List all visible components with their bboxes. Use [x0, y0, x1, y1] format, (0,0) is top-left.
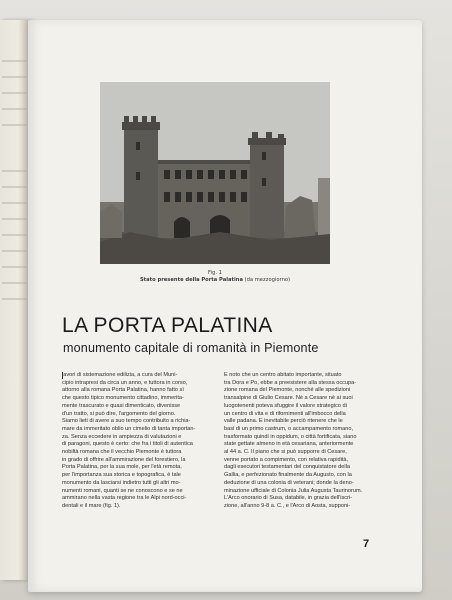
body-column-left: [62, 372, 207, 511]
article-subtitle: monumento capitale di romanità in Piemonte: [63, 341, 319, 355]
text-line: Porta Palatina, per la sua mole, per l'età remota,: [62, 464, 182, 471]
text-line: nobiltà romana che il vecchio Piemonte è tuttora: [62, 449, 182, 456]
text-line: Siamo lieti di avere a suo tempo contribuito a richia-: [62, 418, 191, 425]
porta-palatina-photo: [100, 82, 330, 264]
text-line: numenti romani, quanti se ne conoscono e se ne: [62, 487, 183, 494]
text-line: zione romana del Piemonte, nonché alle spedizioni: [224, 387, 351, 394]
text-line: ammirano nella vasta regione tra le Alpi nord-occi-: [62, 495, 187, 502]
text-line: transalpine di Giulio Cesare. Nè a Cesare nè ai suoi: [224, 395, 353, 402]
text-line: zione, all'anno 9-8 a. C., e l'Arco di Aosta, supponi-: [224, 502, 351, 509]
text-line: basi di un primo castrum, o accampamento romano,: [224, 425, 354, 432]
text-line: venne portato a compimento, con relativa rapidità,: [224, 456, 349, 463]
text-line: luogotenenti poteva sfuggire il valore strategico di: [224, 402, 347, 409]
caption-bold: Porta Palatina: [201, 277, 243, 283]
text-line: per l'importanza sua storica e topografica, è tale: [62, 472, 181, 479]
body-column-right: [224, 372, 369, 511]
text-line: attorno alla romana Porta Palatina, hanno fatto sì: [62, 387, 184, 394]
text-line: Gallia, e perfezionato finalmente da Augusto, con la: [224, 472, 352, 479]
text-line: mente trascurato e quasi dimenticato, divenisse: [62, 402, 181, 409]
figure-label: Fig. 1: [208, 270, 222, 276]
text-line: in grado di offrire all'ammirazione del forestiero, la: [62, 456, 186, 463]
text-line: d'un tratto, si può dire, l'argomento del giorno.: [62, 410, 176, 417]
caption-prefix: Stato presente della: [139, 277, 200, 283]
text-line: za. Senza eccedere in ampiezza di valutazioni e: [62, 433, 182, 440]
text-line: dagli esecutori testamentari del conquistatore della: [224, 464, 350, 471]
text-line: un centro di vita e di rifornimenti all'imbocco della: [224, 410, 346, 417]
text-line: valle padana. È inevitabile perciò ritenere che le: [224, 418, 343, 425]
text-line: mare da immeritato oblio un cimelio di tanta importan-: [62, 425, 196, 432]
text-line: trasformato quindi in oppidum, o città fortificata, siano: [224, 433, 357, 440]
figure-caption: [100, 277, 330, 284]
caption-suffix: (da mezzogiorno): [244, 277, 291, 283]
text-line: dentali e il mare (fig. 1).: [62, 502, 121, 509]
text-line: lavori di sistemazione edilizia, a cura del Muni-: [62, 372, 178, 378]
text-line: cipio intrapresi da circa un anno, e tuttora in corso,: [62, 379, 188, 386]
text-line: di paragoni, questo è certo: che fra i titoli di autentica: [62, 441, 193, 448]
page-number: 7: [363, 538, 370, 550]
text-line: L'Arco onorario di Susa, databile, in grazia dell'iscri-: [224, 495, 353, 502]
text-line: al 44 a. C. Il piano che si può supporre di Cesare,: [224, 449, 347, 456]
text-line: che questo tipico monumento cittadino, immerita-: [62, 395, 184, 402]
text-line: tra Dora e Po, ebbe a preesistere alla stessa occupa-: [224, 379, 357, 386]
text-line: minazione ufficiale di Colonia Julia Augusta Taurinorum.: [224, 487, 363, 494]
facing-page-edge: [0, 20, 30, 580]
text-line: È noto che un centro abitato importante, situato: [224, 372, 342, 378]
article-title: LA PORTA PALATINA: [62, 314, 273, 337]
text-line: state gettate almeno in età cesariana, anteriormente: [224, 441, 354, 448]
text-line: monumento da lasciarsi indietro tutti gli altri mo-: [62, 479, 181, 486]
text-line: deduzione di una colonia di veterani; donde la deno-: [224, 479, 354, 486]
